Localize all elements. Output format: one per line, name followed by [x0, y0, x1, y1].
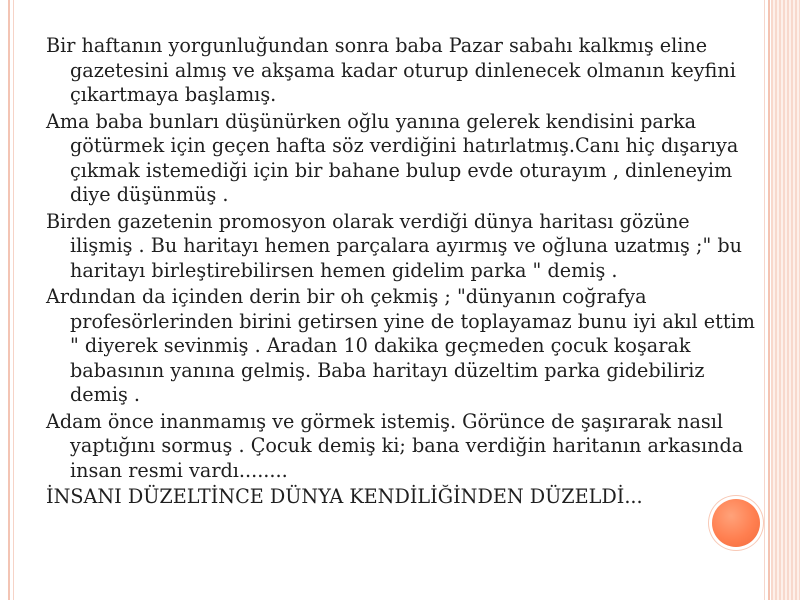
paragraph-4: Ardından da içinden derin bir oh çekmiş ; "dünyanın coğrafya profesörlerinden birini getirsen yine de toplayamaz bunu iyi akıl ettim " diyerek sevinmiş . Aradan 10 dakika geçmeden çocuk koşarak babasının yanına gelmiş. Baba haritayı düzeltim parka gidebiliriz demiş . — [46, 285, 755, 406]
paragraph-1: Bir haftanın yorgunluğundan sonra baba Pazar sabahı kalkmış eline gazetesini almış ve akşama kadar oturup dinlenecek olmanın keyfini çıkartmaya başlamış. — [46, 34, 736, 106]
story-text — [46, 34, 756, 512]
right-decorative-band — [771, 0, 800, 600]
paragraph-6: İNSANI DÜZELTİNCE DÜNYA KENDİLİĞİNDEN DÜZELDİ... — [46, 485, 643, 508]
left-frame-line — [8, 0, 10, 600]
paragraph-2: Ama baba bunları düşünürken oğlu yanına gelerek kendisini parka götürmek için geçen hafta söz verdiğini hatırlatmış.Canı hiç dışarıya çıkmak istemediği için bir bahane bulup evde oturayım , dinleneyim diye düşünmüş . — [46, 109, 739, 206]
right-frame-line-inner — [764, 0, 765, 600]
right-frame-line — [768, 0, 770, 600]
paragraph-3: Birden gazetenin promosyon olarak verdiği dünya haritası gözüne ilişmiş . Bu haritayı hemen parçalara ayırmış ve oğluna uzatmış ;" bu haritayı birleştirebilirsen hemen gidelim parka " demiş . — [46, 209, 743, 282]
left-frame-line-inner — [13, 0, 14, 600]
paragraph-5: Adam önce inanmamış ve görmek istemiş. Görünce de şaşırarak nasıl yaptığını sormuş . Çocuk demiş ki; bana verdiğin haritanın arkasında insan resmi vardı........ — [46, 409, 744, 482]
